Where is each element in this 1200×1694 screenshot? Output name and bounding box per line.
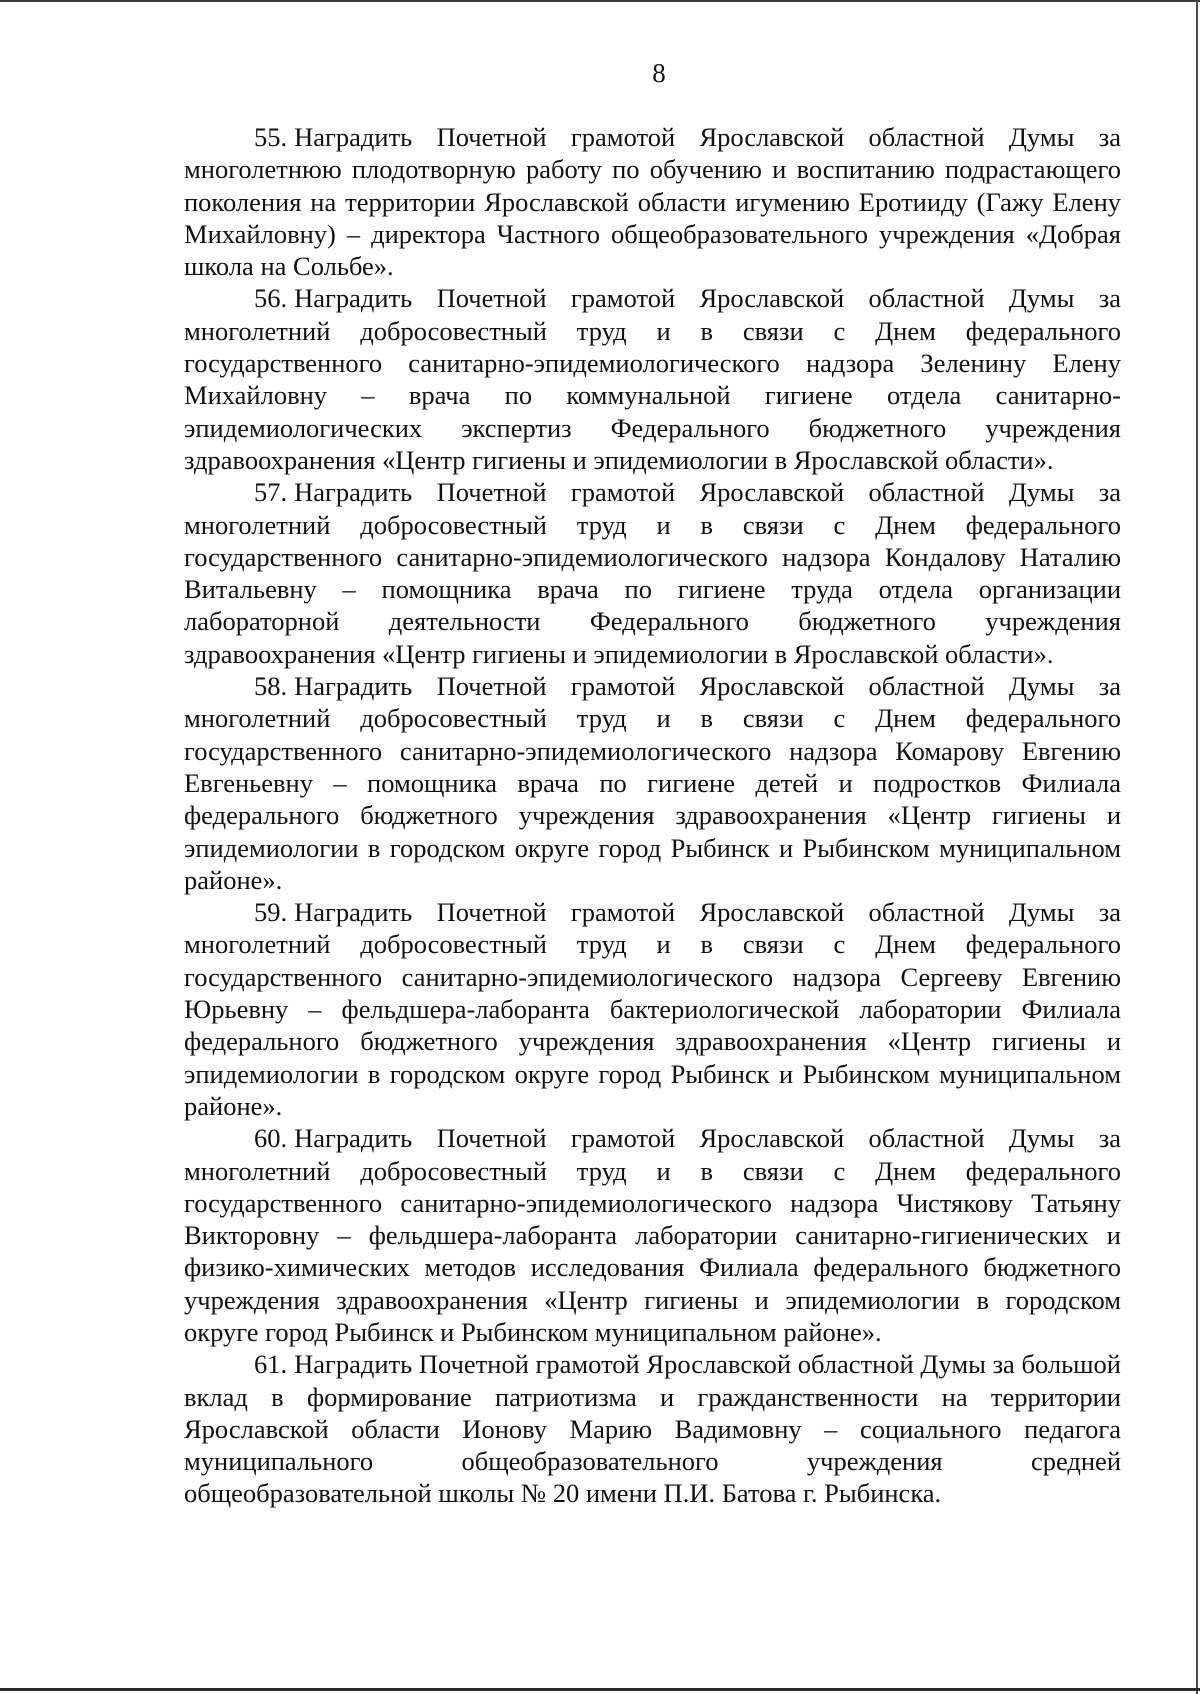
paragraph-text: Наградить Почетной грамотой Ярославской областной Думы за многолетнюю плодотворную работу по обучению и воспитанию подрастающего поколения на территории Ярославской области игумению Еротииду (Гажу Елену Михайловну) – директора Частного общеобразовательного учреждения «Добрая школа на Сольбе».	[184, 122, 1121, 282]
paragraph-text: Наградить Почетной грамотой Ярославской областной Думы за большой вклад в формирование патриотизма и гражданственности на территории Ярославской области Ионову Марию Вадимовну – социального педагога муниципального общеобразовательного учреждения средней общеобразовательной школы № 20 имени П.И. Батова г. Рыбинска.	[184, 1349, 1121, 1509]
paragraph-text: Наградить Почетной грамотой Ярославской областной Думы за многолетний добросовестный труд и в связи с Днем федерального государственного санитарно-эпидемиологического надзора Зеленину Елену Михайловну – врача по коммунальной гигиене отдела санитарно-эпидемиологических экспертиз Федерального бюджетного учреждения здравоохранения «Центр гигиены и эпидемиологии в Ярославской области».	[184, 283, 1121, 475]
paragraph-number: 59.	[254, 897, 288, 928]
paragraph-59	[184, 896, 1121, 1122]
paragraph-58	[184, 670, 1121, 896]
scan-edge-right	[1196, 0, 1198, 1694]
page-number: 8	[652, 58, 666, 88]
paragraph-61	[184, 1348, 1121, 1509]
paragraph-55	[184, 121, 1121, 282]
paragraph-text: Наградить Почетной грамотой Ярославской областной Думы за многолетний добросовестный труд и в связи с Днем федерального государственного санитарно-эпидемиологического надзора Кондалову Наталию Витальевну – помощника врача по гигиене труда отдела организации лабораторной деятельности Федерального бюджетного учреждения здравоохранения «Центр гигиены и эпидемиологии в Ярославской области».	[184, 477, 1121, 669]
paragraph-number: 61.	[254, 1349, 288, 1380]
paragraph-number: 60.	[254, 1123, 288, 1154]
paragraph-57	[184, 476, 1121, 670]
paragraph-number: 58.	[254, 671, 288, 702]
paragraph-60	[184, 1122, 1121, 1348]
paragraph-number: 57.	[254, 477, 288, 508]
paragraph-text: Наградить Почетной грамотой Ярославской областной Думы за многолетний добросовестный труд и в связи с Днем федерального государственного санитарно-эпидемиологического надзора Комарову Евгению Евгеньевну – помощника врача по гигиене детей и подростков Филиала федерального бюджетного учреждения здравоохранения «Центр гигиены и эпидемиологии в городском округе город Рыбинск и Рыбинском муниципальном районе».	[184, 671, 1121, 895]
paragraph-number: 56.	[254, 283, 288, 314]
paragraph-number: 55.	[254, 122, 288, 152]
scan-edge-top	[0, 0, 1200, 2]
scan-edge-bottom	[0, 1688, 1200, 1691]
paragraph-text: Наградить Почетной грамотой Ярославской областной Думы за многолетний добросовестный труд и в связи с Днем федерального государственного санитарно-эпидемиологического надзора Сергееву Евгению Юрьевну – фельдшера-лаборанта бактериологической лаборатории Филиала федерального бюджетного учреждения здравоохранения «Центр гигиены и эпидемиологии в городском округе город Рыбинск и Рыбинском муниципальном районе».	[184, 897, 1121, 1121]
document-body	[184, 121, 1121, 1510]
paragraph-text: Наградить Почетной грамотой Ярославской областной Думы за многолетний добросовестный труд и в связи с Днем федерального государственного санитарно-эпидемиологического надзора Чистякову Татьяну Викторовну – фельдшера-лаборанта лаборатории санитарно-гигиенических и физико-химических методов исследования Филиала федерального бюджетного учреждения здравоохранения «Центр гигиены и эпидемиологии в городском округе город Рыбинск и Рыбинском муниципальном районе».	[184, 1123, 1121, 1347]
paragraph-56	[184, 282, 1121, 476]
